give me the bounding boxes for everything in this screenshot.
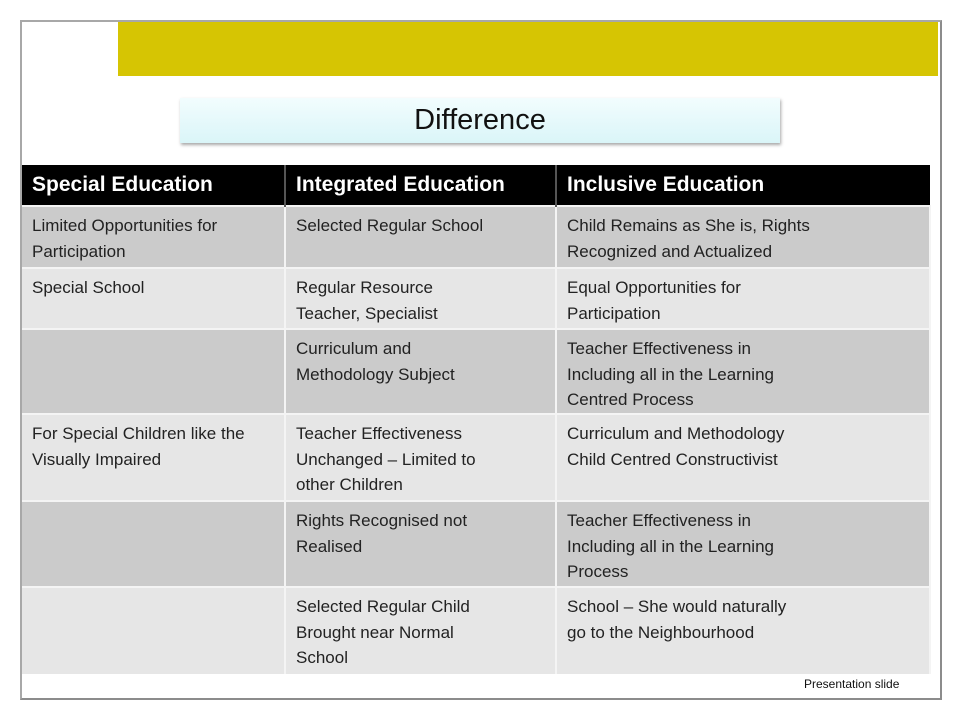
- table-cell: Curriculum and Methodology Child Centred Constructivist: [556, 414, 930, 501]
- table-cell: Teacher Effectiveness Unchanged – Limited to other Children: [285, 414, 556, 501]
- table-cell: Curriculum and Methodology Subject: [285, 329, 556, 414]
- accent-bar: [118, 22, 938, 76]
- table-cell: Limited Opportunities for Participation: [22, 206, 285, 268]
- comparison-table: [22, 165, 931, 674]
- table-cell: For Special Children like the Visually Impaired: [22, 414, 285, 501]
- table-cell: Teacher Effectiveness in Including all in the Learning Process: [556, 501, 930, 587]
- table-row: [22, 329, 930, 414]
- header-special-education: Special Education: [22, 165, 285, 206]
- table-cell: Teacher Effectiveness in Including all in the Learning Centred Process: [556, 329, 930, 414]
- table-cell: Special School: [22, 268, 285, 329]
- footer-label: Presentation slide: [804, 677, 900, 691]
- slide-title: Difference: [180, 98, 780, 143]
- table-cell: [22, 501, 285, 587]
- table-cell: Child Remains as She is, Rights Recognized and Actualized: [556, 206, 930, 268]
- table-header-row: [22, 165, 930, 206]
- header-integrated-education: Integrated Education: [285, 165, 556, 206]
- table-cell: Equal Opportunities for Participation: [556, 268, 930, 329]
- table-row: [22, 501, 930, 587]
- table-row: [22, 268, 930, 329]
- table-cell: Selected Regular School: [285, 206, 556, 268]
- table-cell: School – She would naturally go to the Neighbourhood: [556, 587, 930, 674]
- header-inclusive-education: Inclusive Education: [556, 165, 930, 206]
- table-cell: Rights Recognised not Realised: [285, 501, 556, 587]
- table-cell: [22, 587, 285, 674]
- table-row: [22, 414, 930, 501]
- table-cell: Regular Resource Teacher, Specialist: [285, 268, 556, 329]
- table-cell: Selected Regular Child Brought near Normal School: [285, 587, 556, 674]
- table-row: [22, 206, 930, 268]
- table-cell: [22, 329, 285, 414]
- table-row: [22, 587, 930, 674]
